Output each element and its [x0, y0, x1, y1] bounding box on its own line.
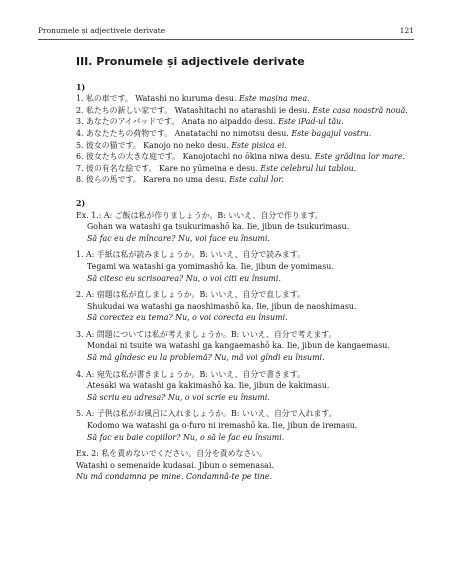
list-item	[76, 128, 416, 140]
romaji-line: Mondai ni tsuite wa watashi ga kangaemashō ka. Iie, jibun de kangaemasu.	[87, 341, 390, 351]
exercise-1	[76, 82, 416, 186]
romanian-translation: Să scriu eu adresa? Nu, o voi scrie eu însumi.	[87, 392, 270, 402]
romaji-text: Kanojo no neko desu.	[140, 140, 232, 150]
japanese-text: あなたのアイパッドです。	[86, 117, 180, 127]
romanian-translation: Să fac eu baie copiilor? Nu, o să le fac eu însumi.	[87, 432, 285, 442]
list-item	[76, 105, 416, 117]
exercise-item	[76, 210, 416, 245]
romaji-text: Kanojotachi no ōkina niwa desu.	[180, 152, 315, 162]
romanian-translation: Este grădina lor mare.	[314, 152, 405, 162]
page-content	[76, 56, 416, 488]
item-number: 3.	[76, 117, 84, 127]
running-head	[38, 26, 414, 35]
romanian-translation: Este iPad-ul tău.	[278, 117, 344, 127]
romaji-text: Watashitachi no atarashii ie desu.	[172, 105, 313, 115]
romaji-line: Tegami wa watashi ga yomimashō ka. Iie, jibun de yomimasu.	[87, 261, 334, 271]
romanian-translation: Este casa noastră nouă.	[312, 105, 408, 115]
running-head-title: Pronumele și adjectivele derivate	[38, 26, 166, 35]
list-item	[76, 151, 416, 163]
romanian-translation: Este mașina mea.	[239, 94, 310, 104]
header-rule	[38, 39, 414, 40]
romaji-text: Anata no aipaddo desu.	[179, 117, 279, 127]
romanian-translation: Este bagajul vostru.	[291, 128, 372, 138]
romaji-line: Kodomo wa watashi ga o-furo ni iremashō ka. Iie, jibun de iremasu.	[87, 421, 358, 431]
exercise-1-number: 1)	[76, 82, 86, 92]
japanese-dialogue: 4. A: 宛先は私が書きましょうか。B: いいえ、自分で書きます。	[76, 369, 305, 379]
item-number: 8.	[76, 175, 84, 185]
japanese-text: 私たちの新しい家です。	[86, 105, 173, 115]
item-number: 1.	[76, 94, 84, 104]
exercise-item	[76, 408, 416, 443]
romaji-text: Watashi no kuruma desu.	[132, 94, 240, 104]
romaji-text: Anatatachi no nimotsu desu.	[172, 128, 292, 138]
japanese-text: 彼女の猫です。	[86, 140, 141, 150]
japanese-dialogue: Ex. 1.: A: ご飯は私が作りましょうか。B: いいえ、自分で作ります。	[76, 210, 323, 220]
item-number: 7.	[76, 163, 84, 173]
romaji-line: Shukudai wa watashi ga naoshimashō ka. Iie, jibun de naoshimasu.	[87, 301, 357, 311]
exercise-2-number: 2)	[76, 198, 86, 208]
romaji-text: Karera no uma desu.	[140, 175, 230, 185]
romanian-translation: Este celebrul lui tablou.	[260, 163, 357, 173]
romanian-translation: Nu mă condamna pe mine. Condamnă-te pe tine.	[76, 472, 273, 482]
romaji-line: Atesaki wa watashi ga kakimashō ka. Iie, jibun de kakimasu.	[87, 381, 330, 391]
romanian-translation: Să mă gîndesc eu la problemă? Nu, mă voi gîndi eu însumi.	[87, 353, 325, 363]
exercise-item	[76, 289, 416, 324]
exercise-2-list	[76, 210, 416, 483]
exercise-item	[76, 369, 416, 404]
romanian-translation: Să fac eu de mîncare? Nu, voi face eu însumi.	[87, 233, 271, 243]
romanian-translation: Să citesc eu scrisoarea? Nu, o voi citi eu însumi.	[87, 273, 281, 283]
item-number: 5.	[76, 140, 84, 150]
romanian-translation: Este pisica ei.	[231, 140, 287, 150]
japanese-dialogue: 1. A: 手紙は私が読みましょうか。B: いいえ、自分で読みます。	[76, 250, 305, 260]
romaji-text: Kare no yūmeina e desu.	[156, 163, 261, 173]
item-number: 4.	[76, 128, 84, 138]
japanese-dialogue: 5. A: 子供は私がお風呂に入れましょうか。B: いいえ、自分で入れます。	[76, 409, 337, 419]
japanese-text: 私の車です。	[86, 94, 133, 104]
romaji-line: Gohan wa watashi ga tsukurimashō ka. Iie, jibun de tsukurimasu.	[87, 222, 350, 232]
romanian-translation: Este calul lor.	[229, 175, 284, 185]
japanese-dialogue: 2. A: 宿題は私が直しましょうか。B: いいえ、自分で直します。	[76, 290, 305, 300]
exercise-item	[76, 329, 416, 364]
example-block	[76, 448, 416, 483]
exercise-1-list	[76, 93, 416, 186]
japanese-dialogue: 3. A: 問題については私が考えましょうか。B: いいえ、自分で考えます。	[76, 329, 337, 339]
japanese-text: 彼の有名な絵です。	[86, 163, 157, 173]
list-item	[76, 174, 416, 186]
list-item	[76, 116, 416, 128]
chapter-heading: III. Pronumele și adjectivele derivate	[76, 55, 305, 68]
list-item	[76, 140, 416, 152]
japanese-text: あなたたちの荷物です。	[86, 128, 173, 138]
page-number: 121	[399, 26, 414, 35]
romanian-translation: Să corectez eu tema? Nu, o voi corecta eu însumi.	[87, 313, 288, 323]
exercise-2	[76, 198, 416, 483]
japanese-text: 彼女たちの大きな庭です。	[86, 152, 181, 162]
list-item	[76, 163, 416, 175]
exercise-item	[76, 249, 416, 284]
japanese-text: 彼らの馬です。	[86, 175, 141, 185]
item-number: 6.	[76, 152, 84, 162]
romaji-line: Watashi o semenaide kudasai. Jibun o semenasai.	[76, 460, 274, 470]
item-number: 2.	[76, 105, 84, 115]
list-item	[76, 93, 416, 105]
japanese-dialogue: Ex. 2: 私を責めないでください。自分を責めなさい。	[76, 449, 268, 459]
